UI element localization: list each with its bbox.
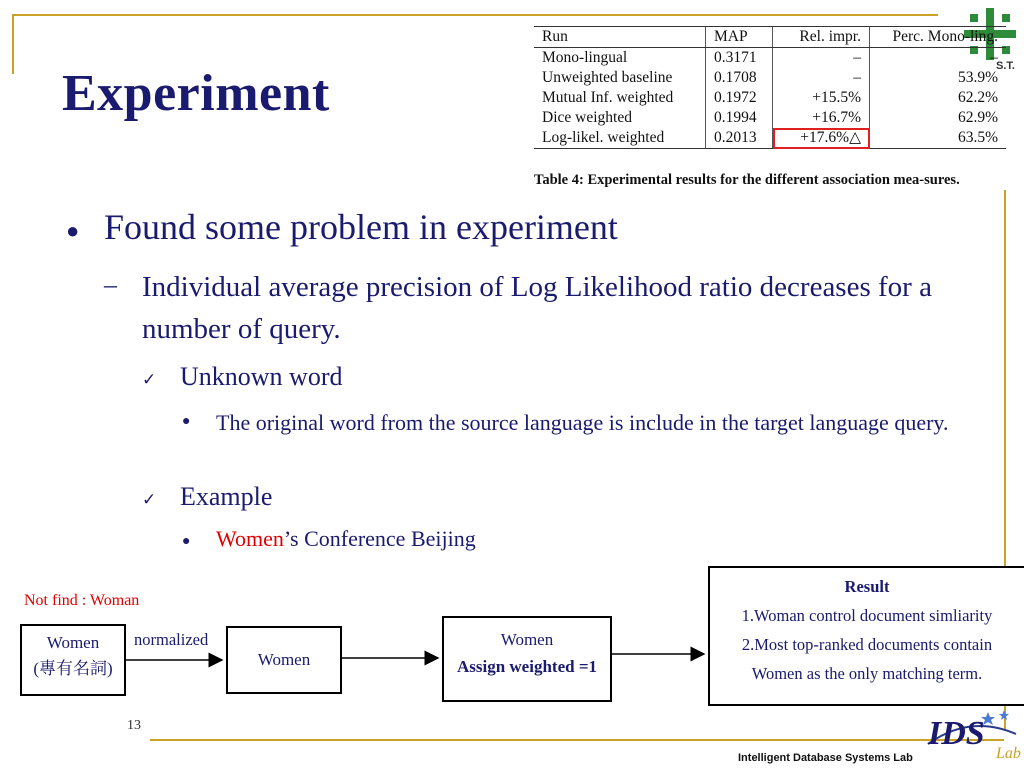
result-item: 1.Woman control document simliarity [741, 606, 993, 625]
table-cell: 62.2% [870, 88, 1007, 108]
table-cell: – [773, 48, 870, 69]
flow-box-source [20, 624, 126, 696]
example-highlight-word: Women [216, 526, 284, 551]
page-number: 13 [127, 718, 141, 733]
bullet-unknown-word-detail: The original word from the source language is include in the target language query. [216, 410, 949, 435]
table-cell: – [773, 68, 870, 88]
table-cell: 0.2013 [706, 128, 773, 149]
checkmark-icon: ✓ [142, 490, 157, 509]
results-table [534, 26, 1006, 149]
svg-text:Lab: Lab [996, 745, 1021, 762]
flow-box-normalized: Women [226, 626, 342, 694]
bullet-dash-icon: – [104, 270, 117, 299]
flow-box-weighted [442, 616, 612, 702]
table-cell: 62.9% [870, 108, 1007, 128]
table-cell: Mono-lingual [542, 49, 628, 66]
bullet-unknown-word: Unknown word [180, 362, 343, 391]
table-header-cell: MAP [706, 27, 773, 48]
table-cell: Log-likel. weighted [534, 128, 706, 149]
bullet-example: Example [180, 482, 273, 511]
bullet-dot-icon: ● [182, 414, 191, 429]
ids-lab-logo-icon [918, 704, 1022, 764]
flow-box-source-line2: (專有名詞) [33, 659, 113, 678]
footer-lab-name: Intelligent Database Systems Lab [738, 752, 913, 764]
bullet-dot-icon: ● [182, 534, 191, 549]
table-cell: Mutual Inf. weighted [542, 89, 674, 106]
table-header-cell: Run [534, 27, 706, 48]
table-row [534, 48, 1006, 69]
table-cell: 0.3171 [706, 48, 773, 69]
logo-top-text: S.T. [996, 60, 1015, 72]
bullet-example-detail [216, 526, 476, 552]
table-row [534, 128, 1006, 149]
frame-top-line [12, 14, 938, 16]
table-row [534, 88, 1006, 108]
slide-title: Experiment [62, 65, 330, 122]
table-cell: Unweighted baseline [542, 69, 673, 86]
result-box [708, 566, 1024, 706]
table-cell: 63.5% [870, 128, 1007, 149]
ids-logo-text: IDS [928, 715, 985, 752]
bullet-level2: Individual average precision of Log Likelihood ratio decreases for a number of query. [142, 271, 932, 345]
table-cell: +15.5% [773, 88, 870, 108]
bullet-level1: Found some problem in experiment [104, 207, 618, 247]
result-item: Women as the only matching term. [751, 664, 983, 683]
table-cell: +16.7% [773, 108, 870, 128]
table-cell: 53.9% [870, 68, 1007, 88]
bullet-dot-icon: ● [66, 218, 80, 243]
normalized-label: normalized [134, 630, 209, 649]
table-row [534, 68, 1006, 88]
table-row [534, 108, 1006, 128]
flow-box-source-line1: Women [46, 633, 100, 652]
flow-box-weighted-line1: Women [500, 630, 554, 649]
example-rest-text: ’s Conference Beijing [283, 526, 476, 551]
table-cell: Dice weighted [542, 109, 632, 126]
table-header-row [534, 27, 1006, 48]
table-header-cell: Perc. Mono-ling. [870, 27, 1007, 48]
table-caption: Table 4: Experimental results for the different association mea-sures. [534, 172, 960, 188]
table-cell: 0.1972 [706, 88, 773, 108]
checkmark-icon: ✓ [142, 370, 157, 389]
result-title: Result [844, 577, 890, 596]
frame-bottom-line [150, 739, 1004, 741]
table-cell: 0.1708 [706, 68, 773, 88]
table-cell: – [870, 48, 1007, 69]
highlighted-table-cell: +17.6%△ [773, 128, 870, 149]
table-header-cell: Rel. impr. [773, 27, 870, 48]
flow-box-weighted-line2: Assign weighted =1 [456, 657, 598, 676]
table-cell: 0.1994 [706, 108, 773, 128]
result-item: 2.Most top-ranked documents contain [741, 635, 993, 654]
not-find-label: Not find : Woman [24, 592, 140, 609]
frame-left-line [12, 14, 14, 74]
